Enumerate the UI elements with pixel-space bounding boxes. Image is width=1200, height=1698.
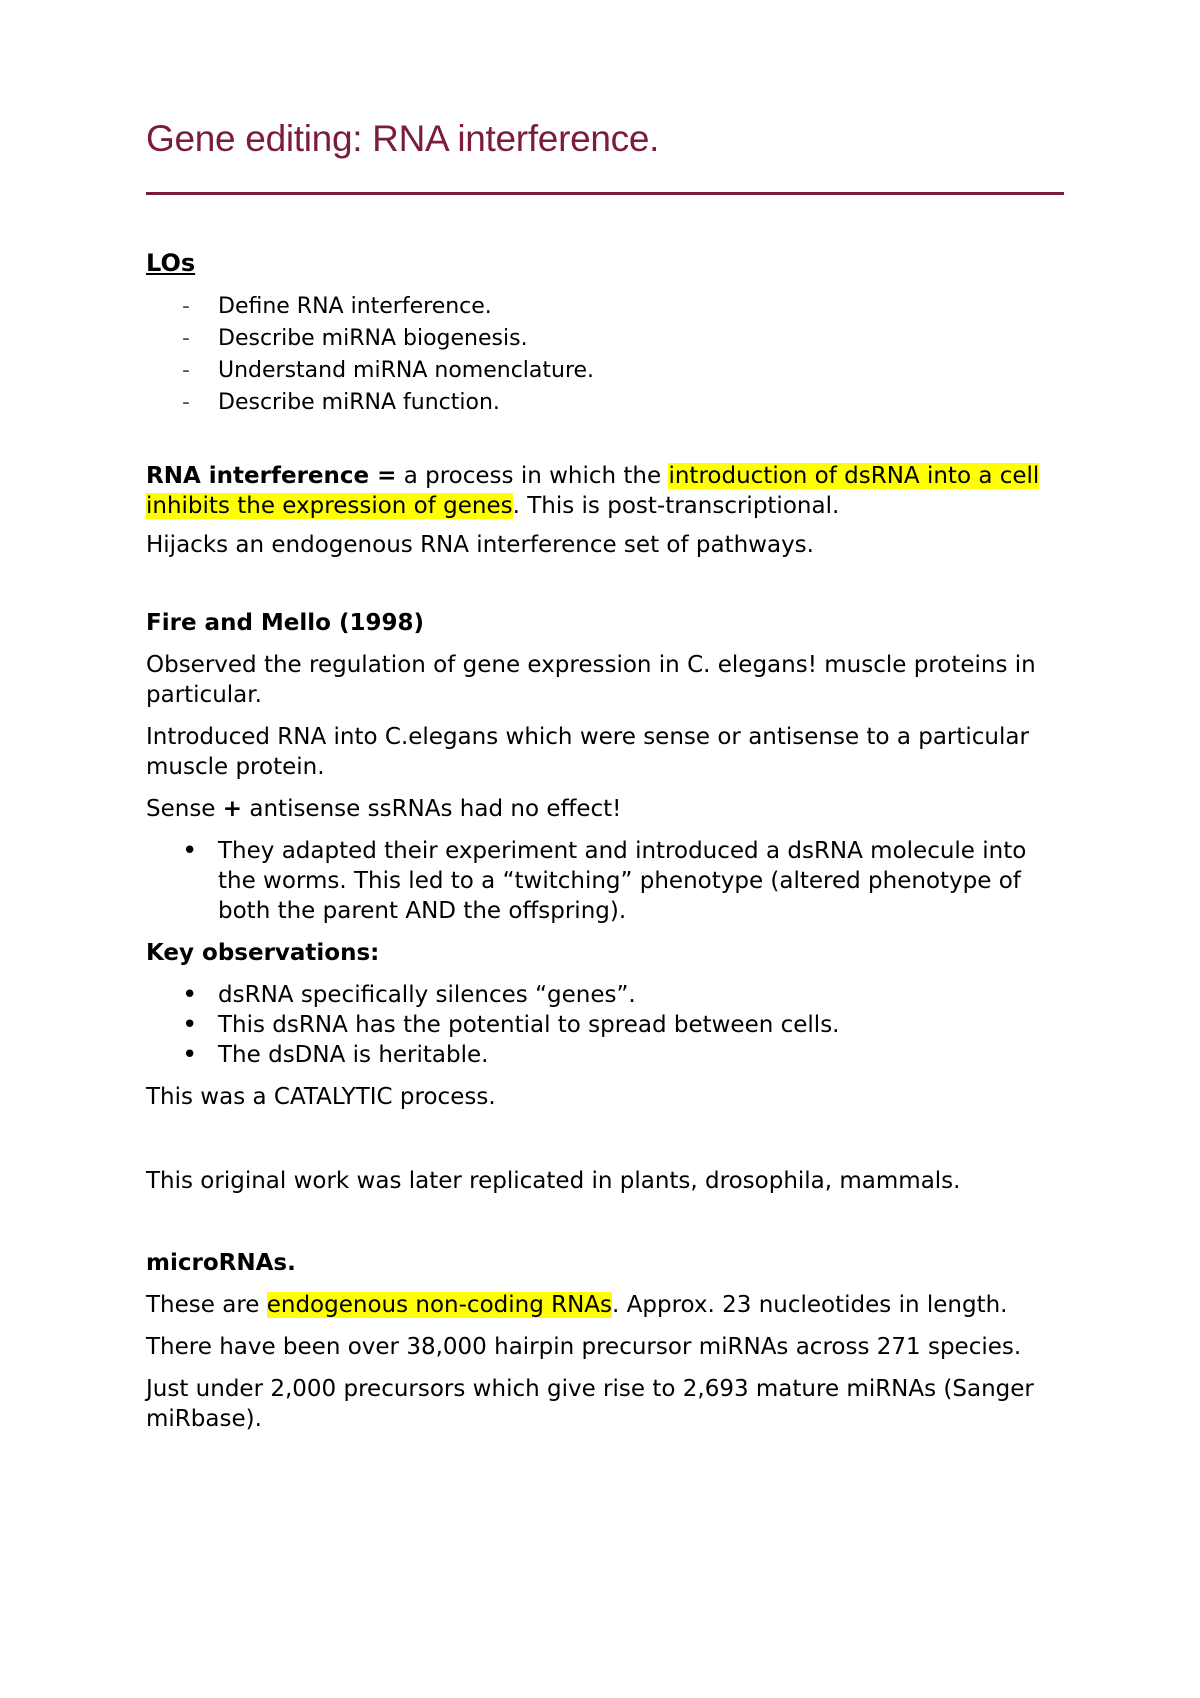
rnai-hijacks: Hijacks an endogenous RNA interference set of pathways.	[146, 532, 814, 558]
key-observation-item: • dsRNA specifically silences “genes”.	[218, 980, 1064, 1010]
page-title: Gene editing: RNA interference.	[146, 118, 660, 159]
rnai-post: . This is post-transcriptional.	[512, 493, 840, 519]
key-observations-list	[146, 980, 1064, 1070]
micro-p1-post: . Approx. 23 nucleotides in length.	[612, 1292, 1008, 1318]
fire-mello-p1: Observed the regulation of gene expression in C. elegans! muscle proteins in particular.	[146, 652, 1036, 708]
los-item: - Describe miRNA function.	[218, 387, 1064, 419]
micro-p1	[146, 1290, 1064, 1320]
micro-p1-pre: These are	[146, 1292, 267, 1318]
antisense-text: antisense ssRNAs had no effect!	[242, 796, 622, 822]
sense-text: Sense	[146, 796, 223, 822]
plus-sign: +	[222, 796, 243, 822]
rnai-pre: a process in which the	[396, 463, 669, 489]
rnai-definition	[146, 461, 1064, 521]
key-observation-item: • This dsRNA has the potential to spread between cells.	[218, 1010, 1064, 1040]
micro-heading: microRNAs.	[146, 1250, 296, 1276]
catalytic-note: This was a CATALYTIC process.	[146, 1084, 496, 1110]
micro-p3: Just under 2,000 precursors which give rise to 2,693 mature miRNAs (Sanger miRbase).	[146, 1376, 1034, 1432]
experiment-bullet: • They adapted their experiment and introduced a dsRNA molecule into the worms. This led to a “twitching” phenotype (altered phenotype of both the parent AND the offspring).	[218, 836, 1064, 926]
fire-mello-p3	[146, 794, 1064, 824]
los-item: - Describe miRNA biogenesis.	[218, 323, 1064, 355]
los-item: - Define RNA interference.	[218, 291, 1064, 323]
title-divider	[146, 192, 1064, 195]
micro-p2: There have been over 38,000 hairpin precursor miRNAs across 271 species.	[146, 1334, 1022, 1360]
key-observations-heading: Key observations:	[146, 940, 380, 966]
fire-mello-p2: Introduced RNA into C.elegans which were sense or antisense to a particular muscle protein.	[146, 724, 1029, 780]
key-observation-item: • The dsDNA is heritable.	[218, 1040, 1064, 1070]
los-heading: LOs	[146, 249, 196, 277]
los-list	[146, 291, 1064, 419]
rnai-highlight: introduction of dsRNA into a cell inhibits the expression of genes	[146, 463, 1040, 519]
experiment-bullets	[146, 836, 1064, 926]
replication-note: This original work was later replicated in plants, drosophila, mammals.	[146, 1168, 961, 1194]
rnai-term: RNA interference =	[146, 463, 397, 489]
fire-mello-heading: Fire and Mello (1998)	[146, 610, 425, 636]
los-item: - Understand miRNA nomenclature.	[218, 355, 1064, 387]
document-body	[146, 248, 1064, 1434]
micro-p1-highlight: endogenous non-coding RNAs	[266, 1292, 613, 1318]
